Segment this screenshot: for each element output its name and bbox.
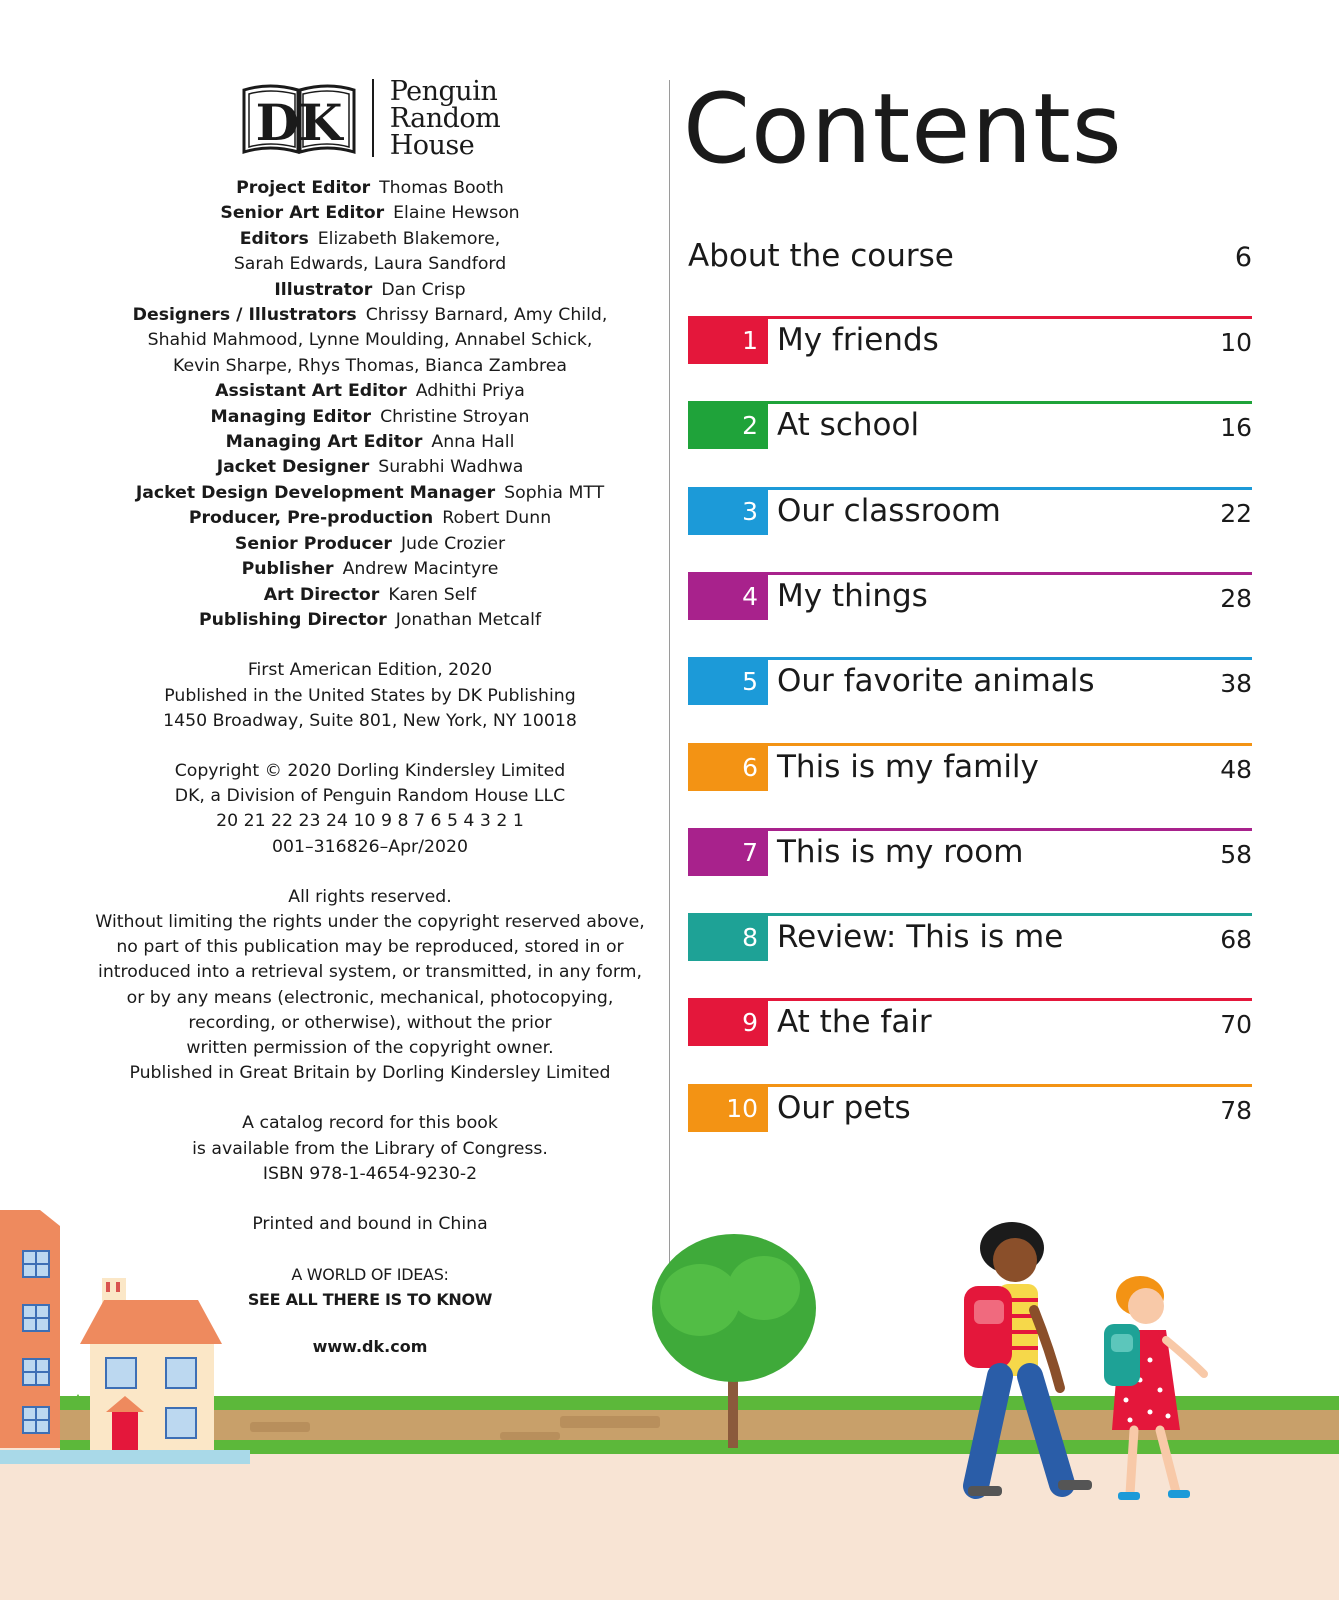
toc-unit-1[interactable]: [688, 316, 1252, 366]
credit-role: Project Editor: [236, 178, 371, 198]
toc-unit-3[interactable]: [688, 487, 1252, 537]
logo-divider: [372, 79, 374, 157]
credit-line: [70, 405, 670, 430]
credit-line: [70, 532, 670, 557]
toc-unit-2[interactable]: [688, 401, 1252, 451]
credit-line: [70, 328, 670, 353]
toc-unit-number: 5: [688, 657, 768, 705]
catalog-block: [70, 1111, 670, 1187]
toc-unit-number: 3: [688, 487, 768, 535]
toc-unit-label: My things: [777, 577, 928, 614]
toc-unit-4[interactable]: [688, 572, 1252, 622]
credit-line: [70, 583, 670, 608]
credit-names: Anna Hall: [431, 432, 515, 453]
imprint-column: [70, 75, 670, 1357]
toc-unit-6[interactable]: [688, 743, 1252, 793]
toc-unit-label: At school: [777, 407, 920, 444]
svg-text:DK: DK: [255, 93, 343, 152]
credit-names: Andrew Macintyre: [342, 559, 499, 580]
toc-unit-label: This is my family: [777, 748, 1039, 785]
rights-line: Without limiting the rights under the copyright reserved above,: [95, 911, 645, 932]
edition-line: First American Edition, 2020: [247, 660, 493, 681]
credit-line: [70, 303, 670, 328]
credit-names: Elaine Hewson: [393, 203, 520, 224]
credit-role: Managing Art Editor: [225, 432, 423, 453]
credit-line: [70, 557, 670, 582]
catalog-line: A catalog record for this book: [242, 1113, 498, 1134]
copyright-line: Copyright © 2020 Dorling Kindersley Limited: [174, 760, 566, 781]
contents-title: Contents: [683, 73, 1123, 185]
rights-line: introduced into a retrieval system, or transmitted, in any form,: [98, 962, 642, 983]
credit-names: Jude Crozier: [400, 533, 506, 554]
toc-unit-5[interactable]: [688, 657, 1252, 707]
copyright-line: DK, a Division of Penguin Random House LLC: [174, 786, 566, 807]
toc-unit-9[interactable]: [688, 998, 1252, 1048]
toc-unit-number: 7: [688, 828, 768, 876]
credit-role: Jacket Design Development Manager: [135, 482, 496, 503]
toc-unit-page: 70: [1220, 1010, 1252, 1040]
credit-names: Christine Stroyan: [380, 406, 530, 427]
credit-role: Publisher: [241, 559, 334, 580]
credit-role: Editors: [239, 228, 309, 249]
toc-unit-page: 58: [1220, 839, 1252, 869]
credit-line: [70, 227, 670, 252]
credit-line: [70, 430, 670, 455]
credit-names: Adhithi Priya: [415, 381, 525, 402]
toc-unit-label: Our pets: [777, 1089, 911, 1126]
credit-names: Sarah Edwards, Laura Sandford: [233, 254, 507, 275]
toc-unit-page: 48: [1220, 754, 1252, 784]
rights-line: Published in Great Britain by Dorling Kindersley Limited: [129, 1063, 611, 1084]
credit-role: Managing Editor: [210, 406, 372, 427]
toc-unit-label: At the fair: [777, 1004, 932, 1041]
credit-line: [70, 201, 670, 226]
rights-line: written permission of the copyright owner.: [186, 1037, 554, 1058]
website-link[interactable]: www.dk.com: [312, 1337, 428, 1357]
copyright-line: 001–316826–Apr/2020: [272, 836, 468, 857]
pavement: [0, 1448, 1339, 1600]
credit-names: Dan Crisp: [381, 279, 466, 300]
credit-line: [70, 176, 670, 201]
rights-line: recording, or otherwise), without the prior: [188, 1012, 552, 1033]
credit-names: Karen Self: [388, 584, 477, 605]
rights-line: or by any means (electronic, mechanical, photocopying,: [126, 987, 614, 1008]
edition-line: 1450 Broadway, Suite 801, New York, NY 10018: [163, 710, 577, 731]
kerb: [0, 1450, 250, 1464]
copyright-line: 20 21 22 23 24 10 9 8 7 6 5 4 3 2 1: [216, 811, 524, 832]
catalog-line: ISBN 978-1-4654-9230-2: [262, 1163, 478, 1184]
credit-role: Publishing Director: [198, 609, 387, 630]
credit-line: [70, 481, 670, 506]
toc-unit-page: 22: [1220, 498, 1252, 528]
toc-unit-number: 1: [688, 316, 768, 364]
credit-line: [70, 252, 670, 277]
rights-line: All rights reserved.: [288, 886, 452, 907]
credit-names: Shahid Mahmood, Lynne Moulding, Annabel Schick,: [147, 330, 593, 351]
credit-role: Producer, Pre-production: [188, 508, 434, 529]
tagline-line-2: SEE ALL THERE IS TO KNOW: [247, 1290, 493, 1310]
house: [80, 1278, 222, 1450]
credits-list: [70, 176, 670, 633]
credit-names: Elizabeth Blakemore,: [317, 228, 501, 249]
credit-names: Jonathan Metcalf: [395, 609, 542, 630]
toc-unit-number: 4: [688, 572, 768, 620]
credit-role: Senior Art Editor: [220, 203, 385, 224]
street-scene-illustration: [0, 1190, 1339, 1600]
credit-role: Illustrator: [274, 279, 373, 300]
credit-role: Jacket Designer: [216, 457, 370, 478]
catalog-line: is available from the Library of Congress.: [192, 1138, 548, 1159]
credit-names: Surabhi Wadhwa: [378, 457, 524, 478]
toc-unit-page: 68: [1220, 925, 1252, 955]
credit-names: Thomas Booth: [379, 178, 504, 198]
toc-about-entry[interactable]: [688, 232, 1252, 282]
toc-unit-10[interactable]: [688, 1084, 1252, 1134]
toc-unit-label: This is my room: [777, 833, 1024, 870]
credit-role: Art Director: [263, 584, 380, 605]
toc-unit-page: 16: [1220, 413, 1252, 443]
toc-unit-7[interactable]: [688, 828, 1252, 878]
credit-role: Senior Producer: [234, 533, 392, 554]
dk-logo: [240, 78, 358, 158]
credit-names: Chrissy Barnard, Amy Child,: [365, 305, 608, 326]
credit-names: Sophia MTT: [504, 482, 605, 503]
prh-logo: Penguin Random House: [389, 75, 501, 161]
tagline-line-1: A WORLD OF IDEAS:: [291, 1265, 449, 1285]
credit-role: Assistant Art Editor: [215, 381, 407, 402]
toc-about-label: About the course: [688, 238, 954, 274]
publisher-logos: [70, 75, 670, 161]
credit-line: [70, 455, 670, 480]
apartment-building: [0, 1210, 60, 1448]
toc-unit-label: Our classroom: [777, 492, 1001, 529]
credit-names: Kevin Sharpe, Rhys Thomas, Bianca Zambrea: [173, 355, 567, 376]
toc-unit-8[interactable]: [688, 913, 1252, 963]
toc-unit-page: 10: [1220, 328, 1252, 357]
toc-unit-number: 6: [688, 743, 768, 791]
credit-names: Robert Dunn: [442, 508, 552, 529]
toc-unit-label: Review: This is me: [777, 919, 1064, 956]
credit-line: [70, 354, 670, 379]
toc-unit-number: 9: [688, 998, 768, 1046]
edition-line: Published in the United States by DK Publishing: [164, 685, 576, 706]
credit-role: Designers / Illustrators: [132, 305, 357, 326]
toc-about-page: 6: [1234, 242, 1252, 273]
printed-note: Printed and bound in China: [252, 1213, 488, 1234]
credit-line: [70, 278, 670, 303]
toc-unit-number: 8: [688, 913, 768, 961]
column-divider: [669, 80, 670, 1307]
credit-line: [70, 379, 670, 404]
credit-line: [70, 608, 670, 633]
rights-line: no part of this publication may be reproduced, stored in or: [116, 937, 624, 958]
toc-unit-number: 10: [688, 1084, 768, 1132]
toc-unit-number: 2: [688, 401, 768, 449]
toc-unit-page: 28: [1220, 583, 1252, 613]
credit-line: [70, 506, 670, 531]
toc-unit-label: My friends: [777, 322, 939, 358]
toc-unit-page: 78: [1220, 1095, 1252, 1125]
grass: [60, 1440, 1339, 1454]
copyright-block: [70, 759, 670, 860]
toc-unit-label: Our favorite animals: [777, 663, 1095, 700]
edition-block: [70, 658, 670, 734]
toc-unit-page: 38: [1220, 669, 1252, 699]
rights-block: [70, 885, 670, 1087]
